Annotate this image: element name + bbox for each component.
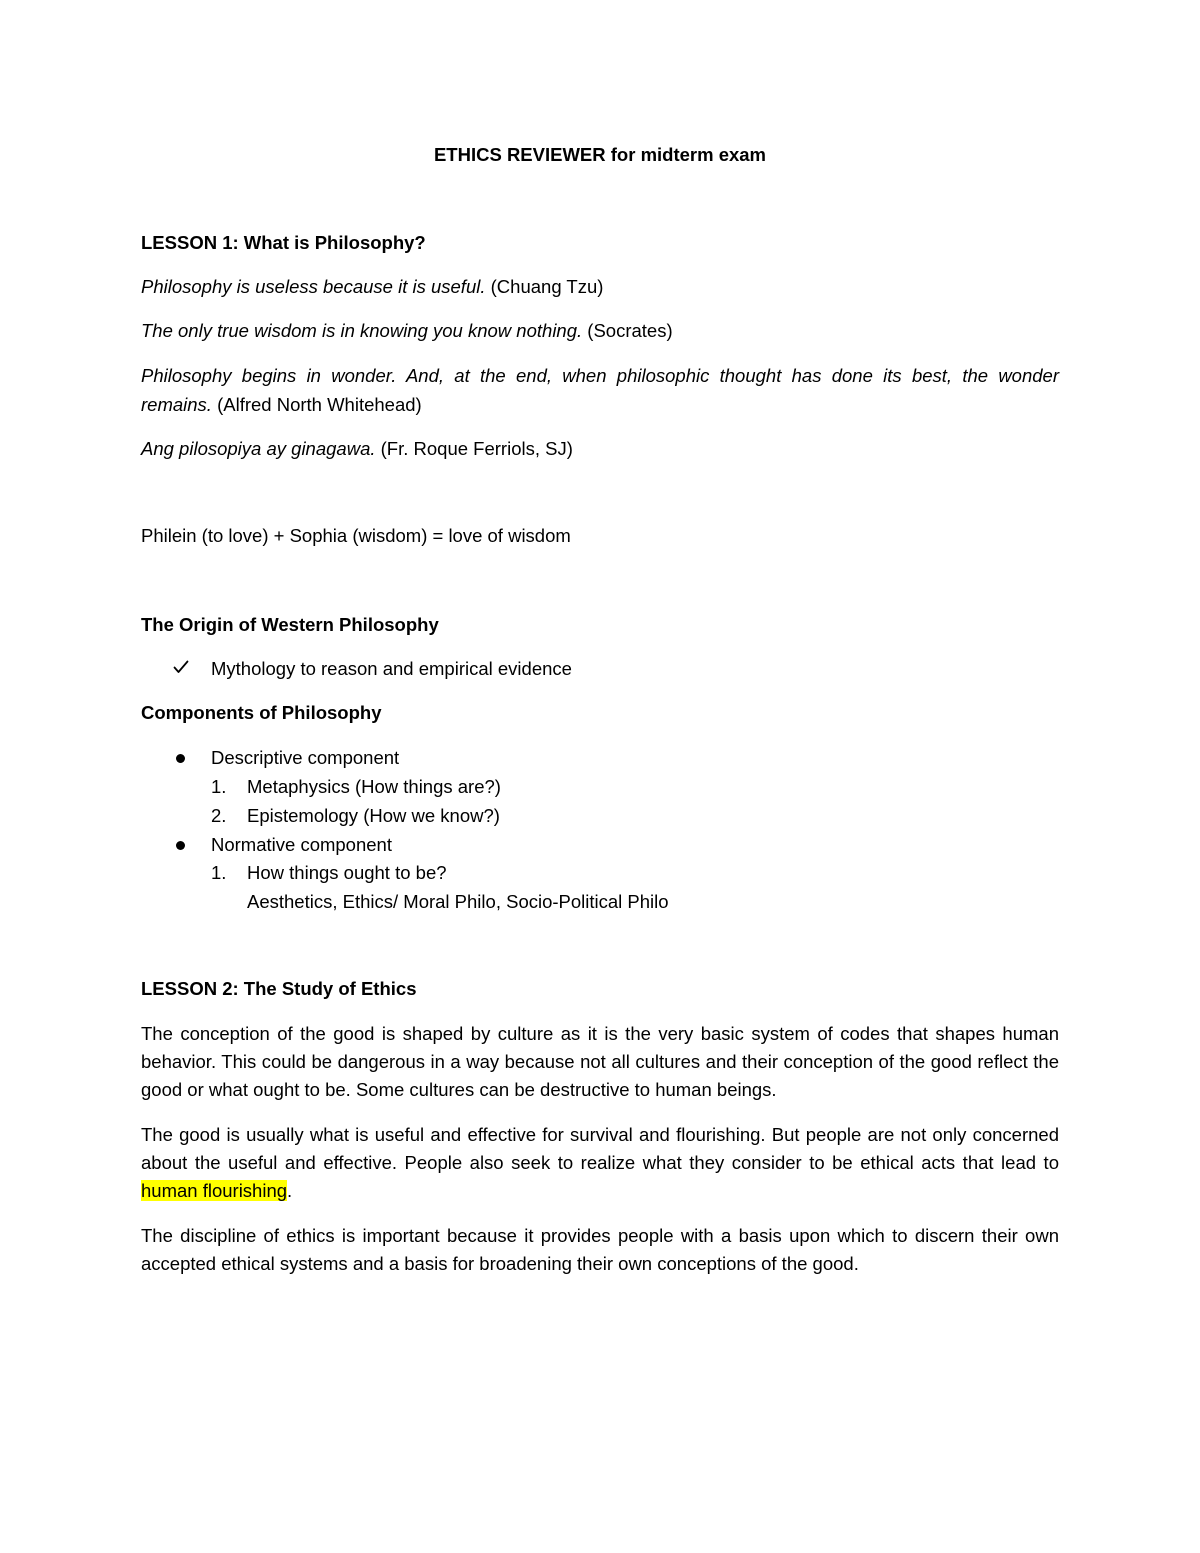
paragraph-text-end: . <box>287 1180 293 1201</box>
components-heading: Components of Philosophy <box>141 702 382 723</box>
list-number: 1. <box>211 862 227 883</box>
quote-text: Philosophy is useless because it is useful. <box>141 276 486 297</box>
lesson2-paragraph-1: The conception of the good is shaped by culture as it is the very basic system of codes that shapes human behavior. This could be dangerous in a way because not all cultures and their conception of the good reflect the good or what ought to be. Some cultures can be destructive to human beings. <box>141 1023 1059 1100</box>
lesson2-paragraph-3: The discipline of ethics is important because it provides people with a basis upon which to discern their own accepted ethical systems and a basis for broadening their own conceptions of the good. <box>141 1225 1059 1274</box>
highlighted-text: human flourishing <box>141 1180 288 1201</box>
lesson1-heading: LESSON 1: What is Philosophy? <box>141 232 426 253</box>
list-item-text: Metaphysics (How things are?) <box>247 776 501 797</box>
list-item-text: Descriptive component <box>211 747 400 768</box>
list-item-text: Aesthetics, Ethics/ Moral Philo, Socio-Political Philo <box>247 891 669 912</box>
list-number: 2. <box>211 805 227 826</box>
lesson2-heading: LESSON 2: The Study of Ethics <box>141 978 417 999</box>
list-number: 1. <box>211 776 227 797</box>
quote-socrates <box>141 317 673 345</box>
list-item-epistemology <box>141 802 1059 830</box>
list-item-text: How things ought to be? <box>247 862 447 883</box>
origin-heading: The Origin of Western Philosophy <box>141 614 439 635</box>
quote-text: The only true wisdom is in knowing you know nothing. <box>141 320 583 341</box>
etymology-line: Philein (to love) + Sophia (wisdom) = love of wisdom <box>141 525 571 546</box>
list-item-text: Normative component <box>211 834 392 855</box>
quote-ferriols <box>141 435 573 463</box>
quote-whitehead-line1: Philosophy begins in wonder. And, at the end, when philosophic thought has done its best, the wonder <box>141 365 1059 386</box>
origin-list-item <box>141 655 1059 683</box>
quote-author: (Fr. Roque Ferriols, SJ) <box>375 438 573 459</box>
paragraph-text: The good is usually what is useful and effective for survival and flourishing. But people are not only concerned about the useful and effective. People also seek to realize what they consider to be ethical acts that lead to <box>141 1124 1059 1173</box>
quote-author: (Alfred North Whitehead) <box>211 394 422 415</box>
list-item-text: Epistemology (How we know?) <box>247 805 500 826</box>
quote-text: remains. <box>141 394 212 415</box>
list-item-ought <box>141 859 1059 887</box>
quote-text: Ang pilosopiya ay ginagawa. <box>141 438 376 459</box>
lesson2-paragraph-2 <box>141 1121 1059 1205</box>
quote-author: (Chuang Tzu) <box>485 276 604 297</box>
quote-whitehead-line2 <box>141 391 422 419</box>
document-title: ETHICS REVIEWER for midterm exam <box>433 144 767 165</box>
list-item-descriptive <box>141 744 1059 772</box>
list-item-normative <box>141 831 1059 859</box>
list-item-subfields <box>141 888 1059 916</box>
list-item-metaphysics <box>141 773 1059 801</box>
quote-chuang-tzu <box>141 273 603 301</box>
origin-item-text: Mythology to reason and empirical evidence <box>211 658 572 679</box>
quote-author: (Socrates) <box>582 320 673 341</box>
